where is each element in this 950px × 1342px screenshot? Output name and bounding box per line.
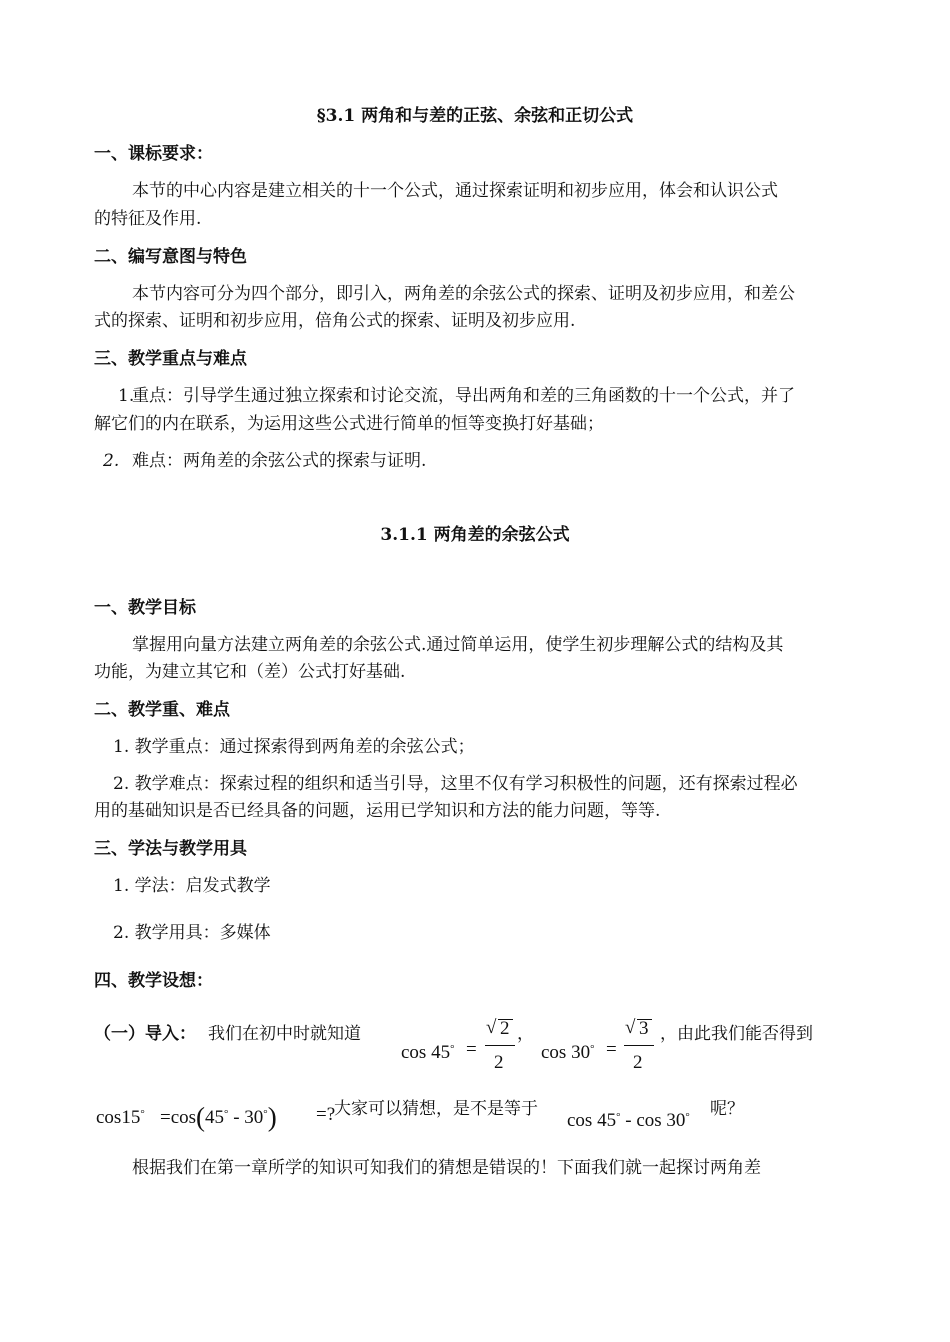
paragraph-line: 功能，为建立其它和（差）公式打好基础. xyxy=(94,662,406,682)
heading-key-points: 三、教学重点与难点 xyxy=(94,349,247,369)
equals-sign: = xyxy=(466,1039,477,1060)
list-number: 2. xyxy=(103,451,120,471)
list-item-line: 2. 教学用具：多媒体 xyxy=(113,923,271,943)
list-item-line: 1. 教学重点：通过探索得到两角差的余弦公式； xyxy=(113,737,475,757)
fraction-numerator: 3 xyxy=(639,1018,649,1039)
subsection-title: 3.1.1 两角差的余弦公式 xyxy=(380,525,570,545)
question-ending: 呢？ xyxy=(710,1099,744,1119)
sqrt-sign: √ xyxy=(486,1017,497,1038)
paragraph-line: 式的探索、证明和初步应用，倍角公式的探索、证明及初步应用. xyxy=(94,311,576,331)
fraction-bar xyxy=(624,1045,654,1046)
intro-continuation: ，由此我们能否得到 xyxy=(660,1024,813,1044)
formula-question: =? xyxy=(316,1104,336,1125)
paragraph-line: 根据我们在第一章所学的知识可知我们的猜想是错误的！下面我们就一起探讨两角差 xyxy=(132,1158,761,1178)
heading-curriculum: 一、课标要求： xyxy=(94,144,213,164)
paragraph-line: 本节的中心内容是建立相关的十一个公式，通过探索证明和初步应用，体会和认识公式 xyxy=(132,181,778,201)
section-title: §3.1 两角和与差的正弦、余弦和正切公式 xyxy=(316,106,634,126)
guess-text: 大家可以猜想，是不是等于 xyxy=(334,1099,538,1119)
fraction-numerator: 2 xyxy=(500,1018,510,1039)
comma: ， xyxy=(517,1024,534,1044)
list-item-line: 重点：引导学生通过独立探索和讨论交流，导出两角和差的三角函数的十一个公式，并了 xyxy=(132,386,795,406)
paragraph-line: 掌握用向量方法建立两角差的余弦公式.通过简单运用，使学生初步理解公式的结构及其 xyxy=(132,635,784,655)
list-item-line: 难点：两角差的余弦公式的探索与证明. xyxy=(132,451,427,471)
fraction-bar xyxy=(485,1045,515,1046)
fraction-denominator: 2 xyxy=(494,1052,504,1073)
list-item-line: 2. 教学难点：探索过程的组织和适当引导，这里不仅有学习积极性的问题，还有探索过程必 xyxy=(113,774,798,794)
paragraph-line: 本节内容可分为四个部分，即引入，两角差的余弦公式的探索、证明及初步应用，和差公 xyxy=(132,284,795,304)
formula-cos45: cos 45° xyxy=(401,1042,455,1063)
formula-cos15: cos15° xyxy=(96,1107,145,1128)
formula-cos-diff: =cos(45° - 30°) xyxy=(160,1102,277,1132)
list-item-line: 解它们的内在联系，为运用这些公式进行简单的恒等变换打好基础； xyxy=(94,414,604,434)
sqrt-sign: √ xyxy=(625,1017,636,1038)
equals-sign: = xyxy=(606,1039,617,1060)
heading-methods: 三、学法与教学用具 xyxy=(94,839,247,859)
heading-design: 四、教学设想： xyxy=(94,971,213,991)
list-item-line: 用的基础知识是否已经具备的问题，运用已学知识和方法的能力问题，等等. xyxy=(94,801,661,821)
formula-difference: cos 45° - cos 30° xyxy=(567,1110,690,1131)
heading-intent: 二、编写意图与特色 xyxy=(94,247,247,267)
list-item-line: 1. 学法：启发式教学 xyxy=(113,876,271,896)
intro-label: （一）导入： xyxy=(94,1024,196,1044)
heading-objectives: 一、教学目标 xyxy=(94,598,196,618)
formula-cos30: cos 30° xyxy=(541,1042,595,1063)
heading-focus: 二、教学重、难点 xyxy=(94,700,230,720)
list-number: 1. xyxy=(118,386,135,406)
intro-text: 我们在初中时就知道 xyxy=(208,1024,361,1044)
fraction-denominator: 2 xyxy=(633,1052,643,1073)
paragraph-line: 的特征及作用. xyxy=(94,209,202,229)
